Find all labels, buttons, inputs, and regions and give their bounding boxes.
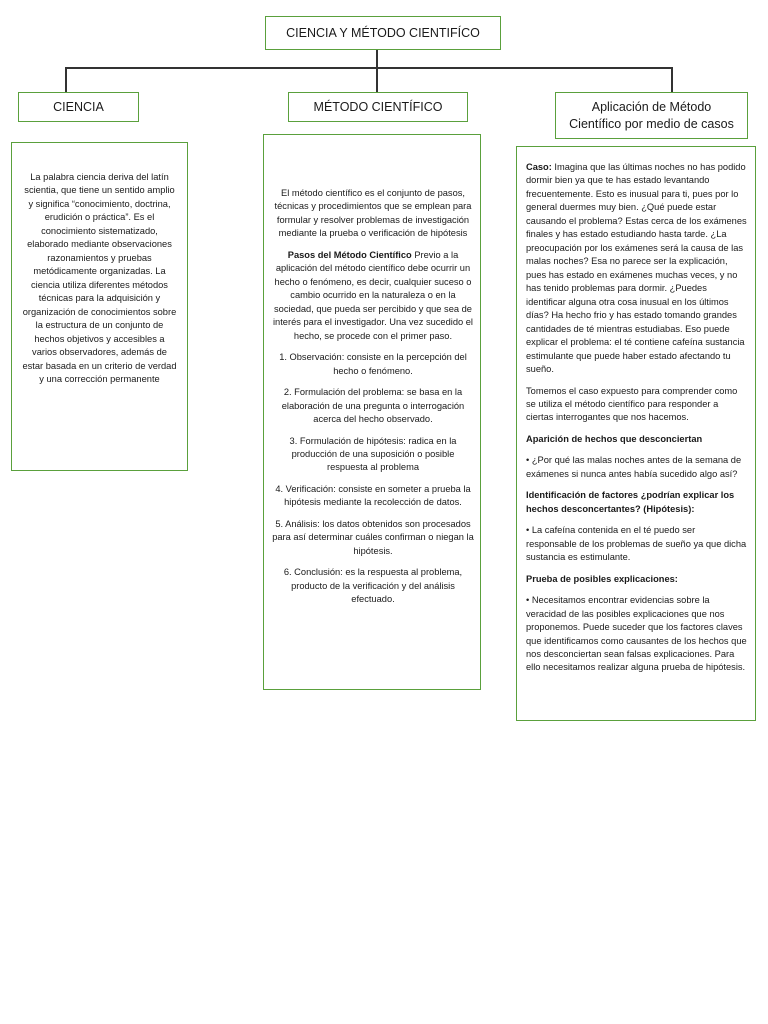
ciencia-header: CIENCIA: [53, 99, 104, 114]
aplicacion-header: Aplicación de Método Científico por medio de casos: [569, 100, 734, 131]
caso-paragraph: [526, 161, 747, 377]
metodo-header: MÉTODO CIENTÍFICO: [313, 99, 443, 114]
step-3: 3. Formulación de hipótesis: radica en la producción de una suposición o posible respuesta al problema: [289, 435, 457, 473]
connector-horizontal: [65, 67, 672, 69]
step-6: 6. Conclusión: es la respuesta al problema, producto de la verificación y del análisis efectuado.: [283, 567, 463, 605]
caso-label: Caso:: [526, 162, 552, 172]
aplicacion-body-box: [516, 146, 756, 721]
bullet-prueba: • Necesitamos encontrar evidencias sobre la veracidad de las posibles explicaciones que nos proponemos. Puede suceder que los factores claves que identificamos como causantes de los hechos que nos desconciertan sean falsas explicaciones. Para ello necesitamos realizar alguna prueba de hipótesis.: [526, 595, 747, 673]
ciencia-header-box: [18, 92, 139, 122]
step-1: 1. Observación: consiste en la percepción del hecho o fenómeno.: [279, 352, 467, 376]
step-4: 4. Verificación: consiste en someter a prueba la hipótesis mediante la recolección de datos.: [275, 483, 471, 508]
bullet-identificacion: • La cafeína contenida en el té puedo ser responsable de los problemas de sueño ya que dicha sustancia es estimulante.: [526, 525, 747, 563]
bullet-aparicion: • ¿Por qué las malas noches antes de la semana de exámenes si nunca antes había sucedido algo así?: [526, 455, 742, 479]
metodo-body-box: [263, 134, 481, 690]
connector-root-down: [376, 50, 378, 68]
metodo-pasos: [272, 249, 474, 343]
ciencia-body-box: [11, 142, 188, 471]
root-title: CIENCIA Y MÉTODO CIENTIFÍCO: [286, 25, 480, 40]
step-2: 2. Formulación del problema: se basa en la elaboración de una pregunta o interrogación acerca del hecho observado.: [281, 387, 465, 425]
pasos-text: Previo a la aplicación del método científico debe ocurrir un hecho o fenómeno, es decir, cualquier suceso o cambio ocurrido en la naturaleza o en la sociedad, que pueda ser percibido y que sea de interés para el investigador. Una vez sucedido el hecho, se procede con el primer paso.: [272, 249, 473, 341]
caso-text: Imagina que las últimas noches no has podido dormir bien ya que te has estado levantando frecuentemente. Esto es inusual para ti, pues por lo general duermes muy bien. ¿Qué puede estar causando el problema? Estas cerca de los exámenes finales y has estado estudiando hasta tarde. ¿La preocupación por los exámenes será la causa de las malas noches? Esa no parece ser la explicación, pues has estado en exámenes muchas veces, y no has tenido problemas para dormir. ¿Puedes identificar alguna otra cosa inusual en los últimos días? Ha hecho frio y has estado tomando grandes cantidades de té mientras estudiabas. Eso puede explicar el problema: el té contiene cafeína sustancia estimulante que puede haber estado afectando tu sueño.: [526, 162, 747, 375]
connector-center-down: [376, 67, 378, 92]
connector-right-down: [671, 67, 673, 92]
root-title-box: [265, 16, 501, 50]
tomemos-paragraph: Tomemos el caso expuesto para comprender como se utiliza el método científico para responder a ciertas interrogantes que nos hacemos.: [526, 385, 738, 423]
aplicacion-header-box: [555, 92, 748, 139]
step-5: 5. Análisis: los datos obtenidos son procesados para así determinar cuáles confirman o niegan la hipótesis.: [272, 518, 474, 556]
heading-prueba: Prueba de posibles explicaciones:: [526, 573, 678, 584]
ciencia-body-text: La palabra ciencia deriva del latín scientia, que tiene un sentido amplio y significa “conocimiento, doctrina, erudición o práctica”. Es el conocimiento sistematizado, elaborado mediante observaciones razonamientos y pruebas metódicamente organizadas. La ciencia utiliza diferentes métodos técnicas para la adquisición y organización de conocimientos sobre la estructura de un conjunto de hechos objetivos y accesibles a varios observadores, además de estar basada en un criterio de verdad y una corrección permanente: [22, 172, 177, 385]
metodo-header-box: [288, 92, 468, 122]
connector-left-down: [65, 67, 67, 92]
metodo-intro: El método científico es el conjunto de pasos, técnicas y procedimientos que se emplean para formular y resolver problemas de investigación mediante la prueba o verificación de hipótesis: [274, 188, 472, 239]
pasos-label: Pasos del Método Científico: [287, 249, 412, 260]
heading-aparicion: Aparición de hechos que desconciertan: [526, 433, 703, 444]
heading-identificacion: Identificación de factores ¿podrían explicar los hechos desconcertantes? (Hipótesis):: [526, 490, 735, 514]
